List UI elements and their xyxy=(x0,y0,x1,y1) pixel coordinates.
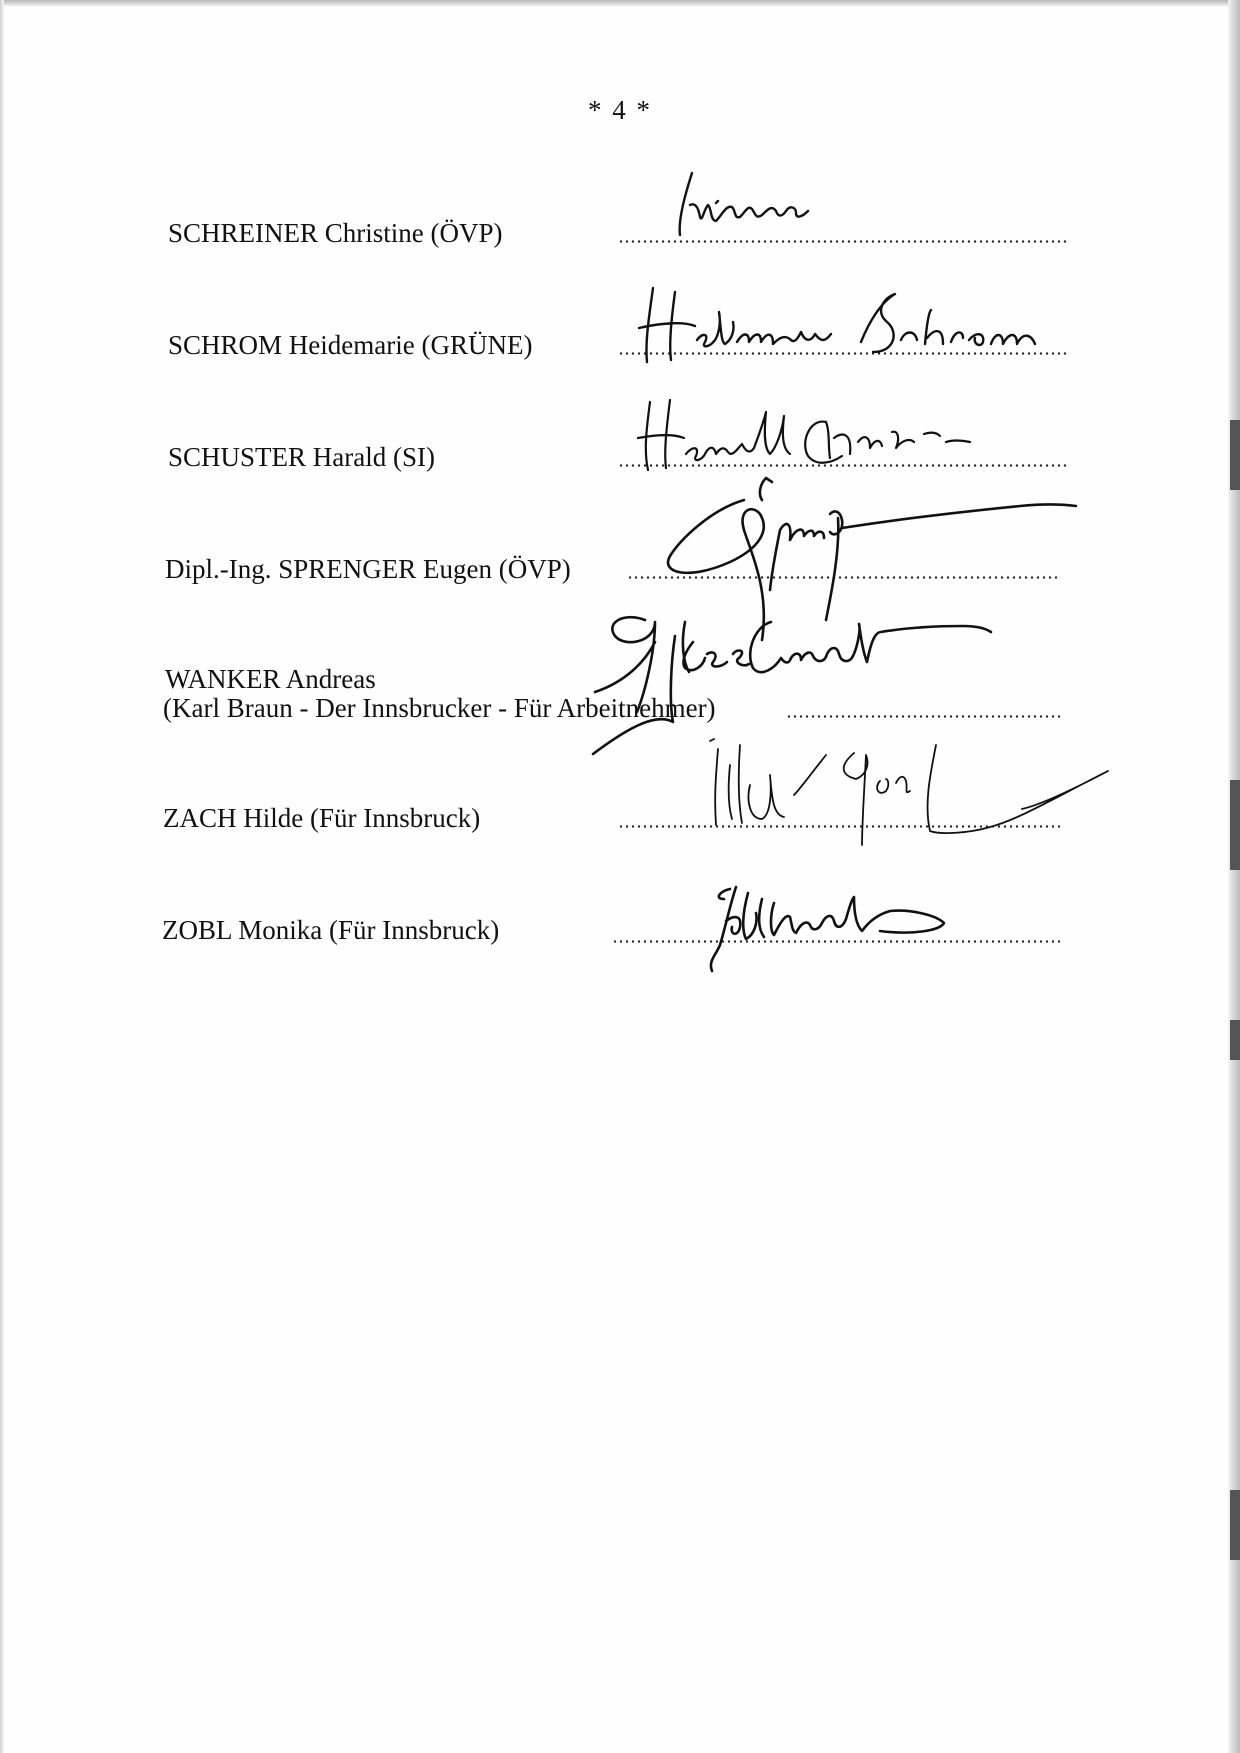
signature-zach xyxy=(690,735,1120,845)
signatory-name: SCHROM Heidemarie (GRÜNE) xyxy=(168,330,533,360)
signatory-name: SCHREINER Christine (ÖVP) xyxy=(168,218,503,248)
signature-schrom xyxy=(625,282,1065,372)
signatory-name: ZACH Hilde (Für Innsbruck) xyxy=(163,803,481,833)
signatory-affiliation: (Karl Braun - Der Innsbrucker - Für Arbeitnehmer) xyxy=(163,693,716,723)
signature-schreiner xyxy=(660,165,900,245)
signature-zobl xyxy=(700,875,980,975)
signatory-name: ZOBL Monika (Für Innsbruck) xyxy=(162,915,500,945)
scan-edge-left xyxy=(0,0,4,1753)
signatory-name: WANKER Andreas xyxy=(165,664,376,694)
scan-edge-top xyxy=(0,0,1240,6)
signatory-name: SCHUSTER Harald (SI) xyxy=(168,442,435,472)
scan-edge-right xyxy=(1228,0,1240,1753)
signatory-name: Dipl.-Ing. SPRENGER Eugen (ÖVP) xyxy=(165,554,571,584)
page-number: * 4 * xyxy=(588,95,652,125)
signature-schuster xyxy=(630,392,1050,482)
